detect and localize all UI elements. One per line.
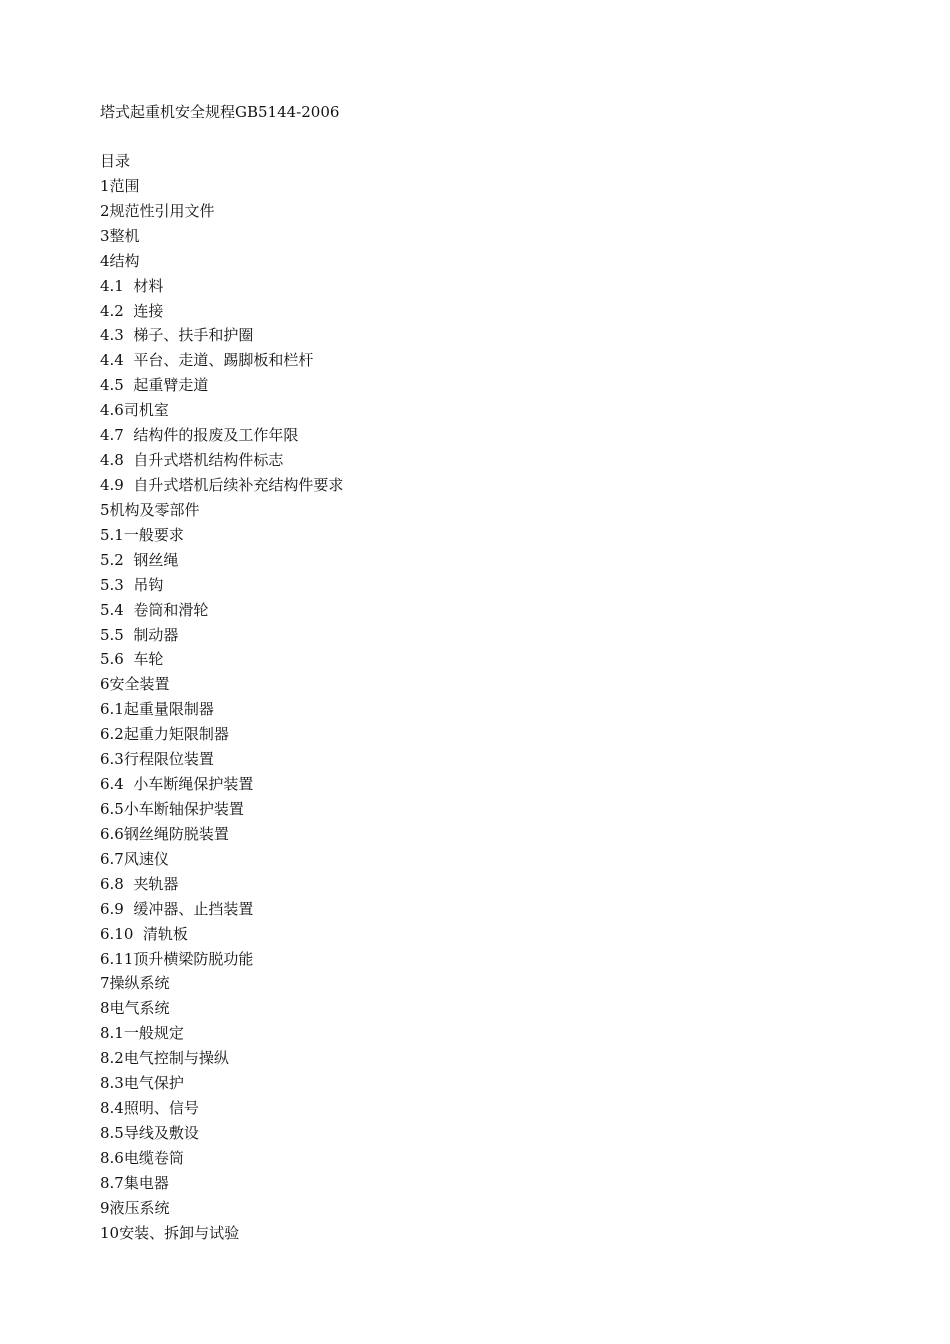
toc-item: 6.7风速仪 bbox=[100, 849, 169, 868]
toc-item: 4.1 材料 bbox=[100, 276, 164, 295]
toc-item: 4.4 平台、走道、踢脚板和栏杆 bbox=[100, 351, 314, 370]
toc-item: 5.2 钢丝绳 bbox=[100, 550, 179, 569]
toc-item: 4.3 梯子、扶手和护圈 bbox=[100, 326, 254, 345]
toc-item: 8电气系统 bbox=[100, 999, 170, 1018]
toc-heading: 目录 bbox=[100, 152, 131, 170]
toc-item: 6.2起重力矩限制器 bbox=[100, 725, 229, 744]
toc-item: 6.3行程限位装置 bbox=[100, 750, 214, 769]
toc-item: 6.10 清轨板 bbox=[100, 924, 188, 943]
toc-item: 8.4照明、信号 bbox=[100, 1099, 199, 1118]
toc-item: 6.6钢丝绳防脱装置 bbox=[100, 824, 229, 843]
document-title: 塔式起重机安全规程GB5144-2006 bbox=[100, 103, 340, 121]
table-of-contents bbox=[100, 149, 343, 1246]
toc-item: 8.2电气控制与操纵 bbox=[100, 1049, 229, 1068]
toc-item: 5.3 吊钩 bbox=[100, 575, 164, 594]
toc-item: 8.3电气保护 bbox=[100, 1074, 184, 1093]
toc-item: 6.5小车断轴保护装置 bbox=[100, 799, 244, 818]
toc-item: 8.6电缆卷筒 bbox=[100, 1148, 184, 1167]
toc-item: 2规范性引用文件 bbox=[100, 201, 215, 220]
toc-item: 6.1起重量限制器 bbox=[100, 700, 214, 719]
toc-item: 3整机 bbox=[100, 226, 140, 245]
toc-item: 7操纵系统 bbox=[100, 974, 170, 993]
toc-item: 8.1一般规定 bbox=[100, 1024, 184, 1043]
toc-item: 5.6 车轮 bbox=[100, 650, 164, 669]
toc-item: 6.8 夹轨器 bbox=[100, 874, 179, 893]
toc-item: 6.4 小车断绳保护装置 bbox=[100, 775, 254, 794]
toc-item: 4.2 连接 bbox=[100, 301, 164, 320]
toc-item: 4.5 起重臂走道 bbox=[100, 376, 209, 395]
toc-item: 5.5 制动器 bbox=[100, 625, 179, 644]
toc-item: 8.5导线及敷设 bbox=[100, 1123, 199, 1142]
toc-item: 4.8 自升式塔机结构件标志 bbox=[100, 451, 284, 470]
toc-item: 5.1一般要求 bbox=[100, 525, 184, 544]
toc-item: 5机构及零部件 bbox=[100, 500, 200, 519]
toc-item: 9液压系统 bbox=[100, 1198, 170, 1217]
toc-item: 10安装、拆卸与试验 bbox=[100, 1223, 240, 1242]
toc-item: 4结构 bbox=[100, 251, 140, 270]
toc-item: 4.9 自升式塔机后续补充结构件要求 bbox=[100, 475, 344, 494]
toc-item: 5.4 卷筒和滑轮 bbox=[100, 600, 209, 619]
toc-item: 8.7集电器 bbox=[100, 1173, 169, 1192]
toc-item: 6安全装置 bbox=[100, 675, 170, 694]
toc-item: 4.6司机室 bbox=[100, 401, 169, 420]
toc-item: 6.11顶升横梁防脱功能 bbox=[100, 949, 254, 968]
toc-item: 6.9 缓冲器、止挡装置 bbox=[100, 899, 254, 918]
toc-item: 4.7 结构件的报废及工作年限 bbox=[100, 426, 299, 445]
toc-item: 1范围 bbox=[100, 176, 140, 195]
